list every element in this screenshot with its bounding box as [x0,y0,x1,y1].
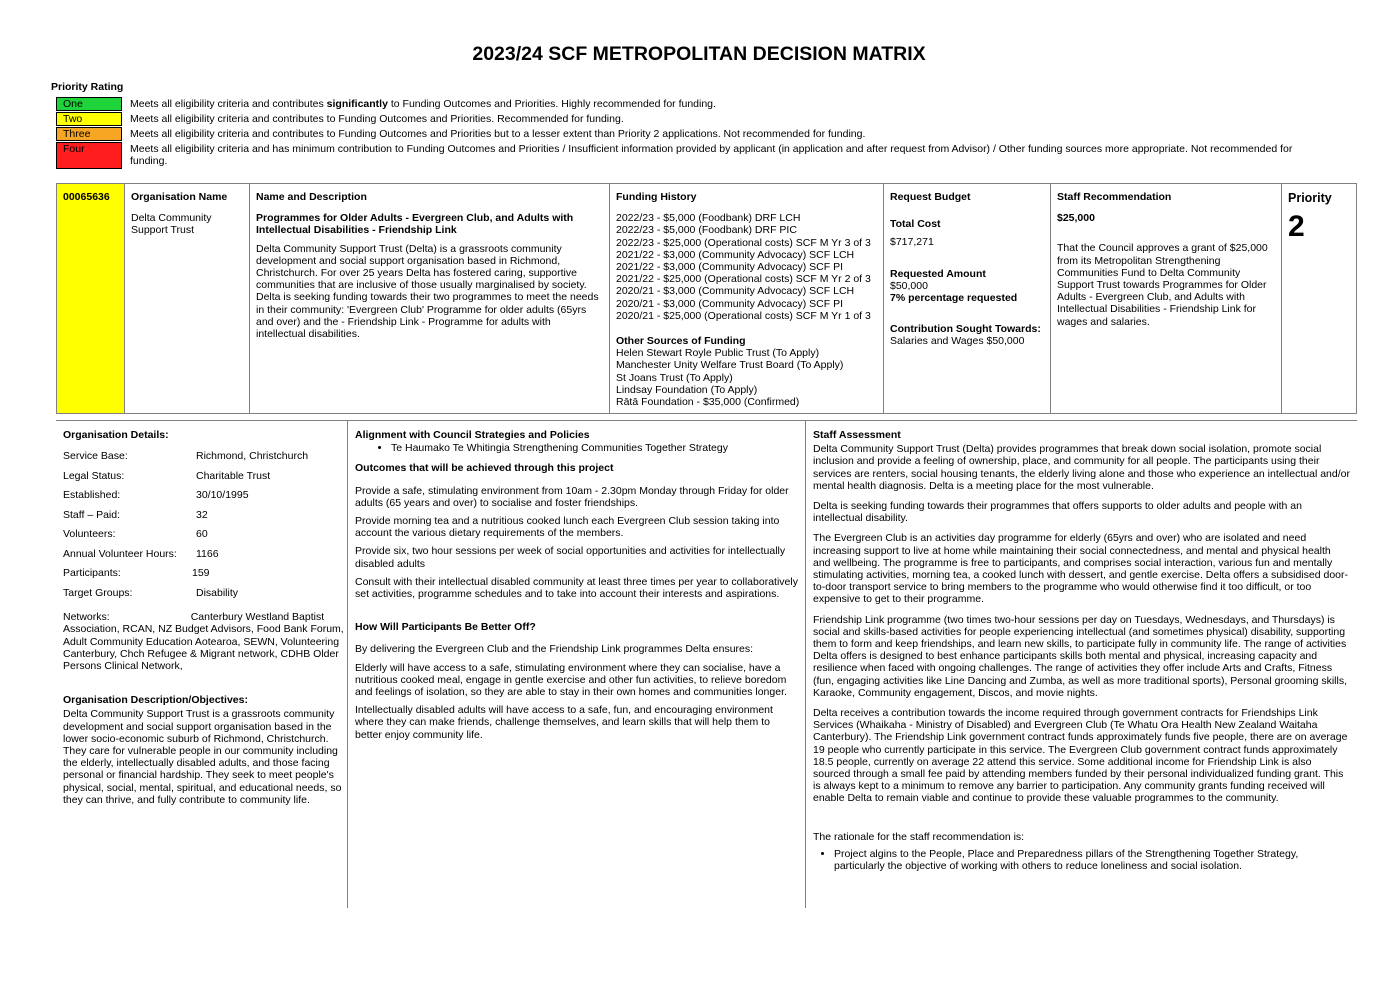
org-detail-target-groups: Target Groups: Disability [63,586,239,599]
percentage-requested: 7% percentage requested [890,292,1018,305]
funding-history-item: 2020/21 - $3,000 (Community Advocacy) SCF PI [616,297,844,310]
priority-description: Meets all eligibility criteria and has minimum contribution to Funding Outcomes and Priorities / Insufficient information provided by applicant (in application and after request from Advisor) / Other funding sources more appropriate. Not recommended for funding. [130,143,1293,168]
application-id: 00065636 [63,191,110,203]
alignment-column [348,420,805,908]
org-details-fields [63,450,340,616]
priority-rating-heading: Priority Rating [51,81,124,93]
funding-history-item: 2022/23 - $5,000 (Foodbank) DRF PIC [616,224,797,237]
org-detail-service-base: Service Base: Richmond, Christchurch [63,450,309,463]
outcome-item: Provide six, two hour sessions per week of social opportunities and activities for intellectually disabled adults [355,545,786,570]
org-name-label: Organisation Name [131,191,228,203]
alignment-item: • Te Haumako Te Whitingia Strengthening Communities Together Strategy [391,442,798,454]
project-name: Programmes for Older Adults - Evergreen Club, and Adults with Intellectual Disabilities - Friendship Link [256,212,574,237]
staff-assessment-column [806,420,1357,908]
funding-history-item: 2020/21 - $25,000 (Operational costs) SCF M Yr 1 of 3 [616,309,871,322]
priority-description: Meets all eligibility criteria and contributes significantly to Funding Outcomes and Priorities. Highly recommended for funding. [130,98,716,110]
org-detail-volunteer-hours: Annual Volunteer Hours: 1166 [63,547,219,560]
org-name: Delta Community Support Trust [131,212,212,237]
better-off-heading: How Will Participants Be Better Off? [355,621,536,634]
total-cost: $717,271 [890,236,934,249]
priority-cell [1282,184,1356,413]
priority-swatch: Three [56,127,122,141]
name-description-label: Name and Description [256,191,367,203]
assessment-paragraph: Delta is seeking funding towards their programmes that offers supports to older adults and people with an intellectual disability. [813,500,1302,525]
rationale-item: • Project algins to the People, Place and Preparedness pillars of the Strengthening Together Strategy, particularly the objective of working with others to reduce loneliness and social isolation. [834,848,1350,872]
org-description: Delta Community Support Trust is a grassroots community development and social support organisation based in the lower socio-economic suburb of Richmond, Christchurch. They care for vulnerable people in our community including the elderly, intellectually disabled adults, and those facing personal or financial hardship. They seek to meet people's physical, social, mental, spiritual, and educational needs, so they can thrive, and fully contribute to community life. [63,708,342,806]
contribution-label: Contribution Sought Towards: [890,323,1041,336]
application-id-cell [57,184,125,413]
org-detail-staff-paid: Staff – Paid: 32 [63,508,208,521]
funding-history-cell [610,184,884,413]
other-source-item: Helen Stewart Royle Public Trust (To Apply) [616,347,820,360]
priority-swatch: One [56,97,122,111]
org-detail-legal-status: Legal Status: Charitable Trust [63,469,271,482]
assessment-paragraph: The Evergreen Club is an activities day programme for elderly (65yrs and over) who are isolated and need increasing support to live at home while maintaining their social connectedness, and mental and physical health and wellbeing. The programme is free to participants, and comprises social interaction, various fun and mentally stimulating activities, morning tea, a cooked lunch with dessert, and gentle exercise. Delta offers a subsidised door-to-door transport service to bring members to the programme who would otherwise find it too difficult, or too expensive to get to their programme. [813,532,1349,606]
assessment-paragraph: Friendship Link programme (two times two-hour sessions per day on Tuesdays, Wednesdays, and Thursdays) is social and skills-based activities for people experiencing intellectual (and sometimes physical) disability, supporting them to form and keep friendships, and learn new skills, to participate fully in community life. The range of activities Delta offers is designed to best enhance participants skills both mental and physical, increasing capacity and resilience when faced with ongoing challenges. The range of activities they offer include Arts and Crafts, Fitness (fun, engaging activities like Line Dancing and Zumba, as well as more traditional sports), Personal grooming skills, Karaoke, Community engagement, Discos, and movie nights. [813,613,1348,699]
other-sources-list [616,347,877,408]
requested-amount-label: Requested Amount [890,267,986,280]
priority-description: Meets all eligibility criteria and contributes to Funding Outcomes and Priorities. Recommended for funding. [130,113,624,125]
org-details-column [56,420,347,908]
org-detail-participants: Participants: 159 [63,567,210,580]
name-description-cell [250,184,610,413]
org-detail-established: Established: 30/10/1995 [63,489,249,502]
outcome-item: Provide a safe, stimulating environment from 10am - 2.30pm Monday through Friday for older adults (65 years and over) to socialise and foster friendships. [355,484,789,509]
rationale-intro: The rationale for the staff recommendation is: [813,830,1025,843]
org-description-heading: Organisation Description/Objectives: [63,694,248,707]
org-detail-volunteers: Volunteers: 60 [63,528,208,541]
alignment-list [355,442,798,454]
request-budget-label: Request Budget [890,191,971,203]
funding-history-label: Funding History [616,191,697,203]
priority-swatch: Four [56,142,122,169]
details-section [56,420,1357,908]
project-description: Delta Community Support Trust (Delta) is a grassroots community development and social support organisation based in Richmond, Christchurch. For over 25 years Delta has fostered caring, supportive communities that are inclusive of those usually marginalised by society. Delta is seeking funding towards their two programmes to meet the needs in their community: 'Evergreen Club' Programme for older adults (65yrs and over) and the - Friendship Link - Programme for adults with intellectual disabilities. [256,242,599,341]
contribution-value: Salaries and Wages $50,000 [890,335,1025,348]
assessment-paragraph: Delta receives a contribution towards the income required through government contracts for Friendships Link Services (Whaikaha - Ministry of Disabled) and Evergreen Club (Te Whatu Ora Health New Zealand Waitaha Canterbury). The Friendship Link government contract funds approximately funds five people, there are on average 19 people who currently participate in this service. The Evergreen Club government contract funds approximately 18.5 people, currently on average 22 attend this service. Some additional income for Friendship Link is also sourced through a small fee paid by attending members funded by their personal individualized funding grant. This is always kept to a minimum to remove any barrier to participation. Any community grants funding received will enable Delta to remain viable and continue to provide these valuable programmes to the community. [813,707,1348,805]
outcomes-heading: Outcomes that will be achieved through this project [355,462,614,475]
alignment-heading: Alignment with Council Strategies and Policies [355,429,590,441]
other-source-item: Manchester Unity Welfare Trust Board (To Apply) [616,359,844,372]
other-source-item: St Joans Trust (To Apply) [616,371,733,384]
staff-recommendation-text: That the Council approves a grant of $25,000 from its Metropolitan Strengthening Communities Fund to Delta Community Support Trust towards Programmes for Older Adults - Evergreen Club, and Adults with Intellectual Disabilities - Friendship Link for wages and salaries. [1057,242,1268,328]
funding-history-item: 2021/22 - $25,000 (Operational costs) SCF M Yr 2 of 3 [616,273,871,286]
priority-description: Meets all eligibility criteria and contributes to Funding Outcomes and Priorities but to a lesser extent than Priority 2 applications. Not recommended for funding. [130,128,866,140]
total-cost-label: Total Cost [890,218,941,231]
better-off-item: Elderly will have access to a safe, stimulating environment where they can socialise, have a nutritious cooked meal, engage in gentle exercise and other fun activities, to relieve boredom and feelings of isolation, so they are able to stay in their own homes and communities longer. [355,661,787,699]
funding-history-list [616,212,877,322]
outcome-item: Provide morning tea and a nutritious cooked lunch each Evergreen Club session taking into account the various dietary requirements of the members. [355,515,780,540]
funding-history-item: 2021/22 - $3,000 (Community Advocacy) SCF PI [616,261,844,274]
staff-recommendation-cell [1051,184,1282,413]
requested-amount: $50,000 [890,279,928,292]
funding-history-item: 2022/23 - $5,000 (Foodbank) DRF LCH [616,212,801,225]
staff-recommendation-amount: $25,000 [1057,212,1095,225]
priority-value: 2 [1288,210,1305,243]
rationale-list [813,848,1350,872]
priority-label: Priority [1288,191,1332,205]
other-sources-label: Other Sources of Funding [616,335,746,348]
other-source-item: Lindsay Foundation (To Apply) [616,383,758,396]
priority-swatch: Two [56,112,122,126]
outcome-item: Consult with their intellectual disabled community at least three times per year to collaboratively set activities, programme schedules and to take into account their interests and aspirations. [355,575,798,601]
org-networks: Networks: Canterbury Westland Baptist Association, RCAN, NZ Budget Advisors, Food Bank Forum, Adult Community Education Aotearoa, SEWN, Volunteering Canterbury, Chch Refugee & Migrant network, CDHB Older Persons Clinical Network, [63,611,344,673]
staff-recommendation-label: Staff Recommendation [1057,191,1172,203]
request-budget-cell [884,184,1051,413]
assessment-paragraph: Delta Community Support Trust (Delta) provides programmes that break down social isolation, promote social inclusion and provide a feeling of ownership, place, and community for all people. The participants using their services are renters, social housing tenants, the elderly living alone and those who experience an intellectual and/or mental health diagnosis. Delta is a meeting place for the most vulnerable. [813,443,1350,492]
page-title: 2023/24 SCF METROPOLITAN DECISION MATRIX [472,43,926,65]
other-source-item: Rātā Foundation - $35,000 (Confirmed) [616,396,800,409]
funding-history-item: 2020/21 - $3,000 (Community Advocacy) SCF LCH [616,285,855,298]
funding-history-item: 2021/22 - $3,000 (Community Advocacy) SCF LCH [616,248,855,261]
staff-assessment-heading: Staff Assessment [813,429,901,441]
org-name-cell [125,184,250,413]
application-table [56,183,1357,414]
funding-history-item: 2022/23 - $25,000 (Operational costs) SCF M Yr 3 of 3 [616,236,871,249]
org-details-heading: Organisation Details: [63,429,169,441]
better-off-item: Intellectually disabled adults will have access to a safe, fun, and encouraging environment where they can make friends, challenge themselves, and learn skills that will help them to better enjoy community life. [355,704,773,741]
better-off-intro: By delivering the Evergreen Club and the Friendship Link programmes Delta ensures: [355,643,754,656]
